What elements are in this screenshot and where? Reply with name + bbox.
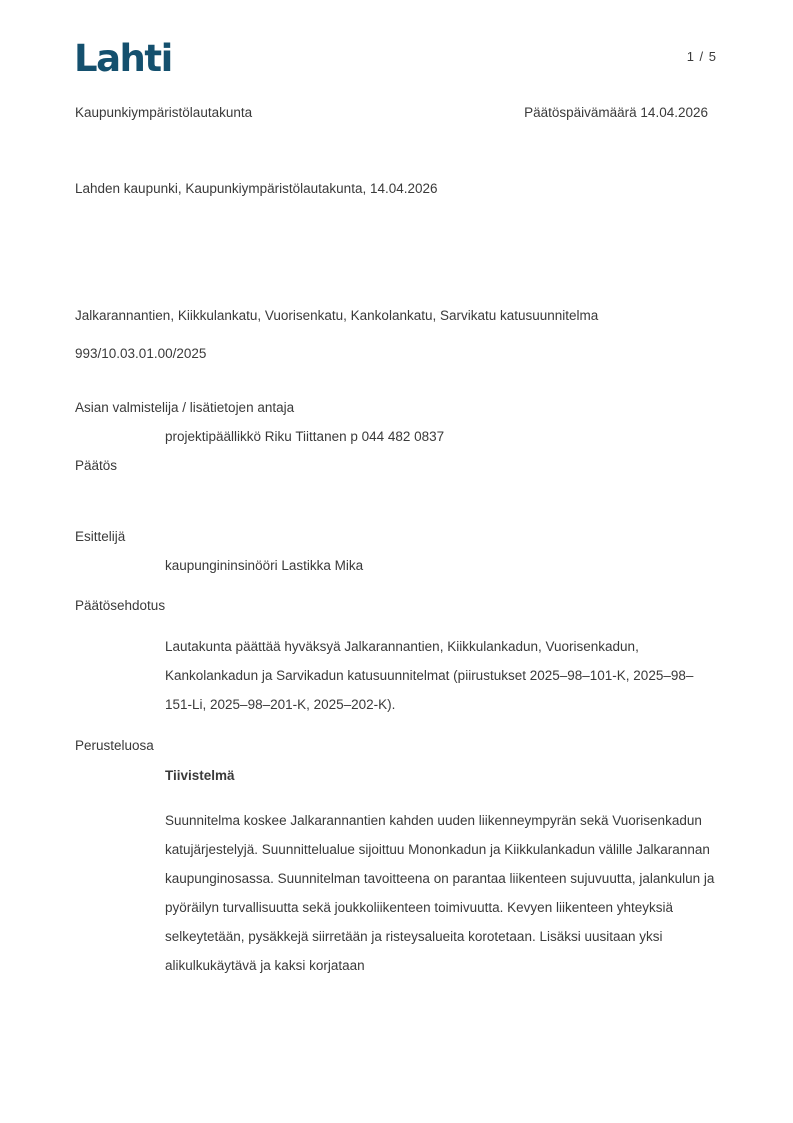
proposal-paragraph: Lautakunta päättää hyväksyä Jalkarannantien, Kiikkulankadun, Vuorisenkadun, Kankolankadun ja Sarvikadun katusuunnitelmat (piirustukset 2025–98–101-K, 2025–98–151-Li, 2025–98–201-K, 2025–202-K).	[165, 639, 694, 712]
organization-line: Lahden kaupunki, Kaupunkiympäristölautakunta, 14.04.2026	[75, 181, 438, 196]
document-header-row	[75, 105, 708, 120]
lahti-logo: Lahti	[74, 37, 172, 80]
case-title: Jalkarannantien, Kiikkulankatu, Vuorisenkatu, Kankolankatu, Sarvikatu katusuunnitelma	[75, 308, 599, 323]
decision-date: Päätöspäivämäärä 14.04.2026	[524, 105, 708, 120]
preparer-value: projektipäällikkö Riku Tiittanen p 044 482 0837	[165, 429, 445, 444]
preparer-label: Asian valmistelija / lisätietojen antaja	[75, 400, 295, 415]
justification-label: Perusteluosa	[75, 738, 154, 753]
page-number: 1 / 5	[686, 49, 717, 64]
presenter-value: kaupungininsinööri Lastikka Mika	[165, 558, 364, 573]
decision-label: Päätös	[75, 458, 118, 473]
proposal-label: Päätösehdotus	[75, 598, 166, 613]
summary-heading: Tiivistelmä	[165, 768, 235, 783]
case-number: 993/10.03.01.00/2025	[75, 346, 207, 361]
summary-paragraph: Suunnitelma koskee Jalkarannantien kahden uuden liikenneympyrän sekä Vuorisenkadun katujärjestelyjä. Suunnittelualue sijoittuu Mononkadun ja Kiikkulankadun välille Jalkarannan kaupunginosassa. Suunnitelman tavoitteena on parantaa liikenteen sujuvuutta, jalankulun ja pyöräilyn turvallisuutta sekä joukkoliikenteen toimivuutta. Kevyen liikenteen yhteyksiä selkeytetään, pysäkkejä siirretään ja risteysalueita korotetaan. Lisäksi uusitaan yksi alikulkukäytävä ja kaksi korjataan	[165, 813, 715, 973]
committee-name: Kaupunkiympäristölautakunta	[75, 105, 253, 120]
presenter-label: Esittelijä	[75, 529, 126, 544]
